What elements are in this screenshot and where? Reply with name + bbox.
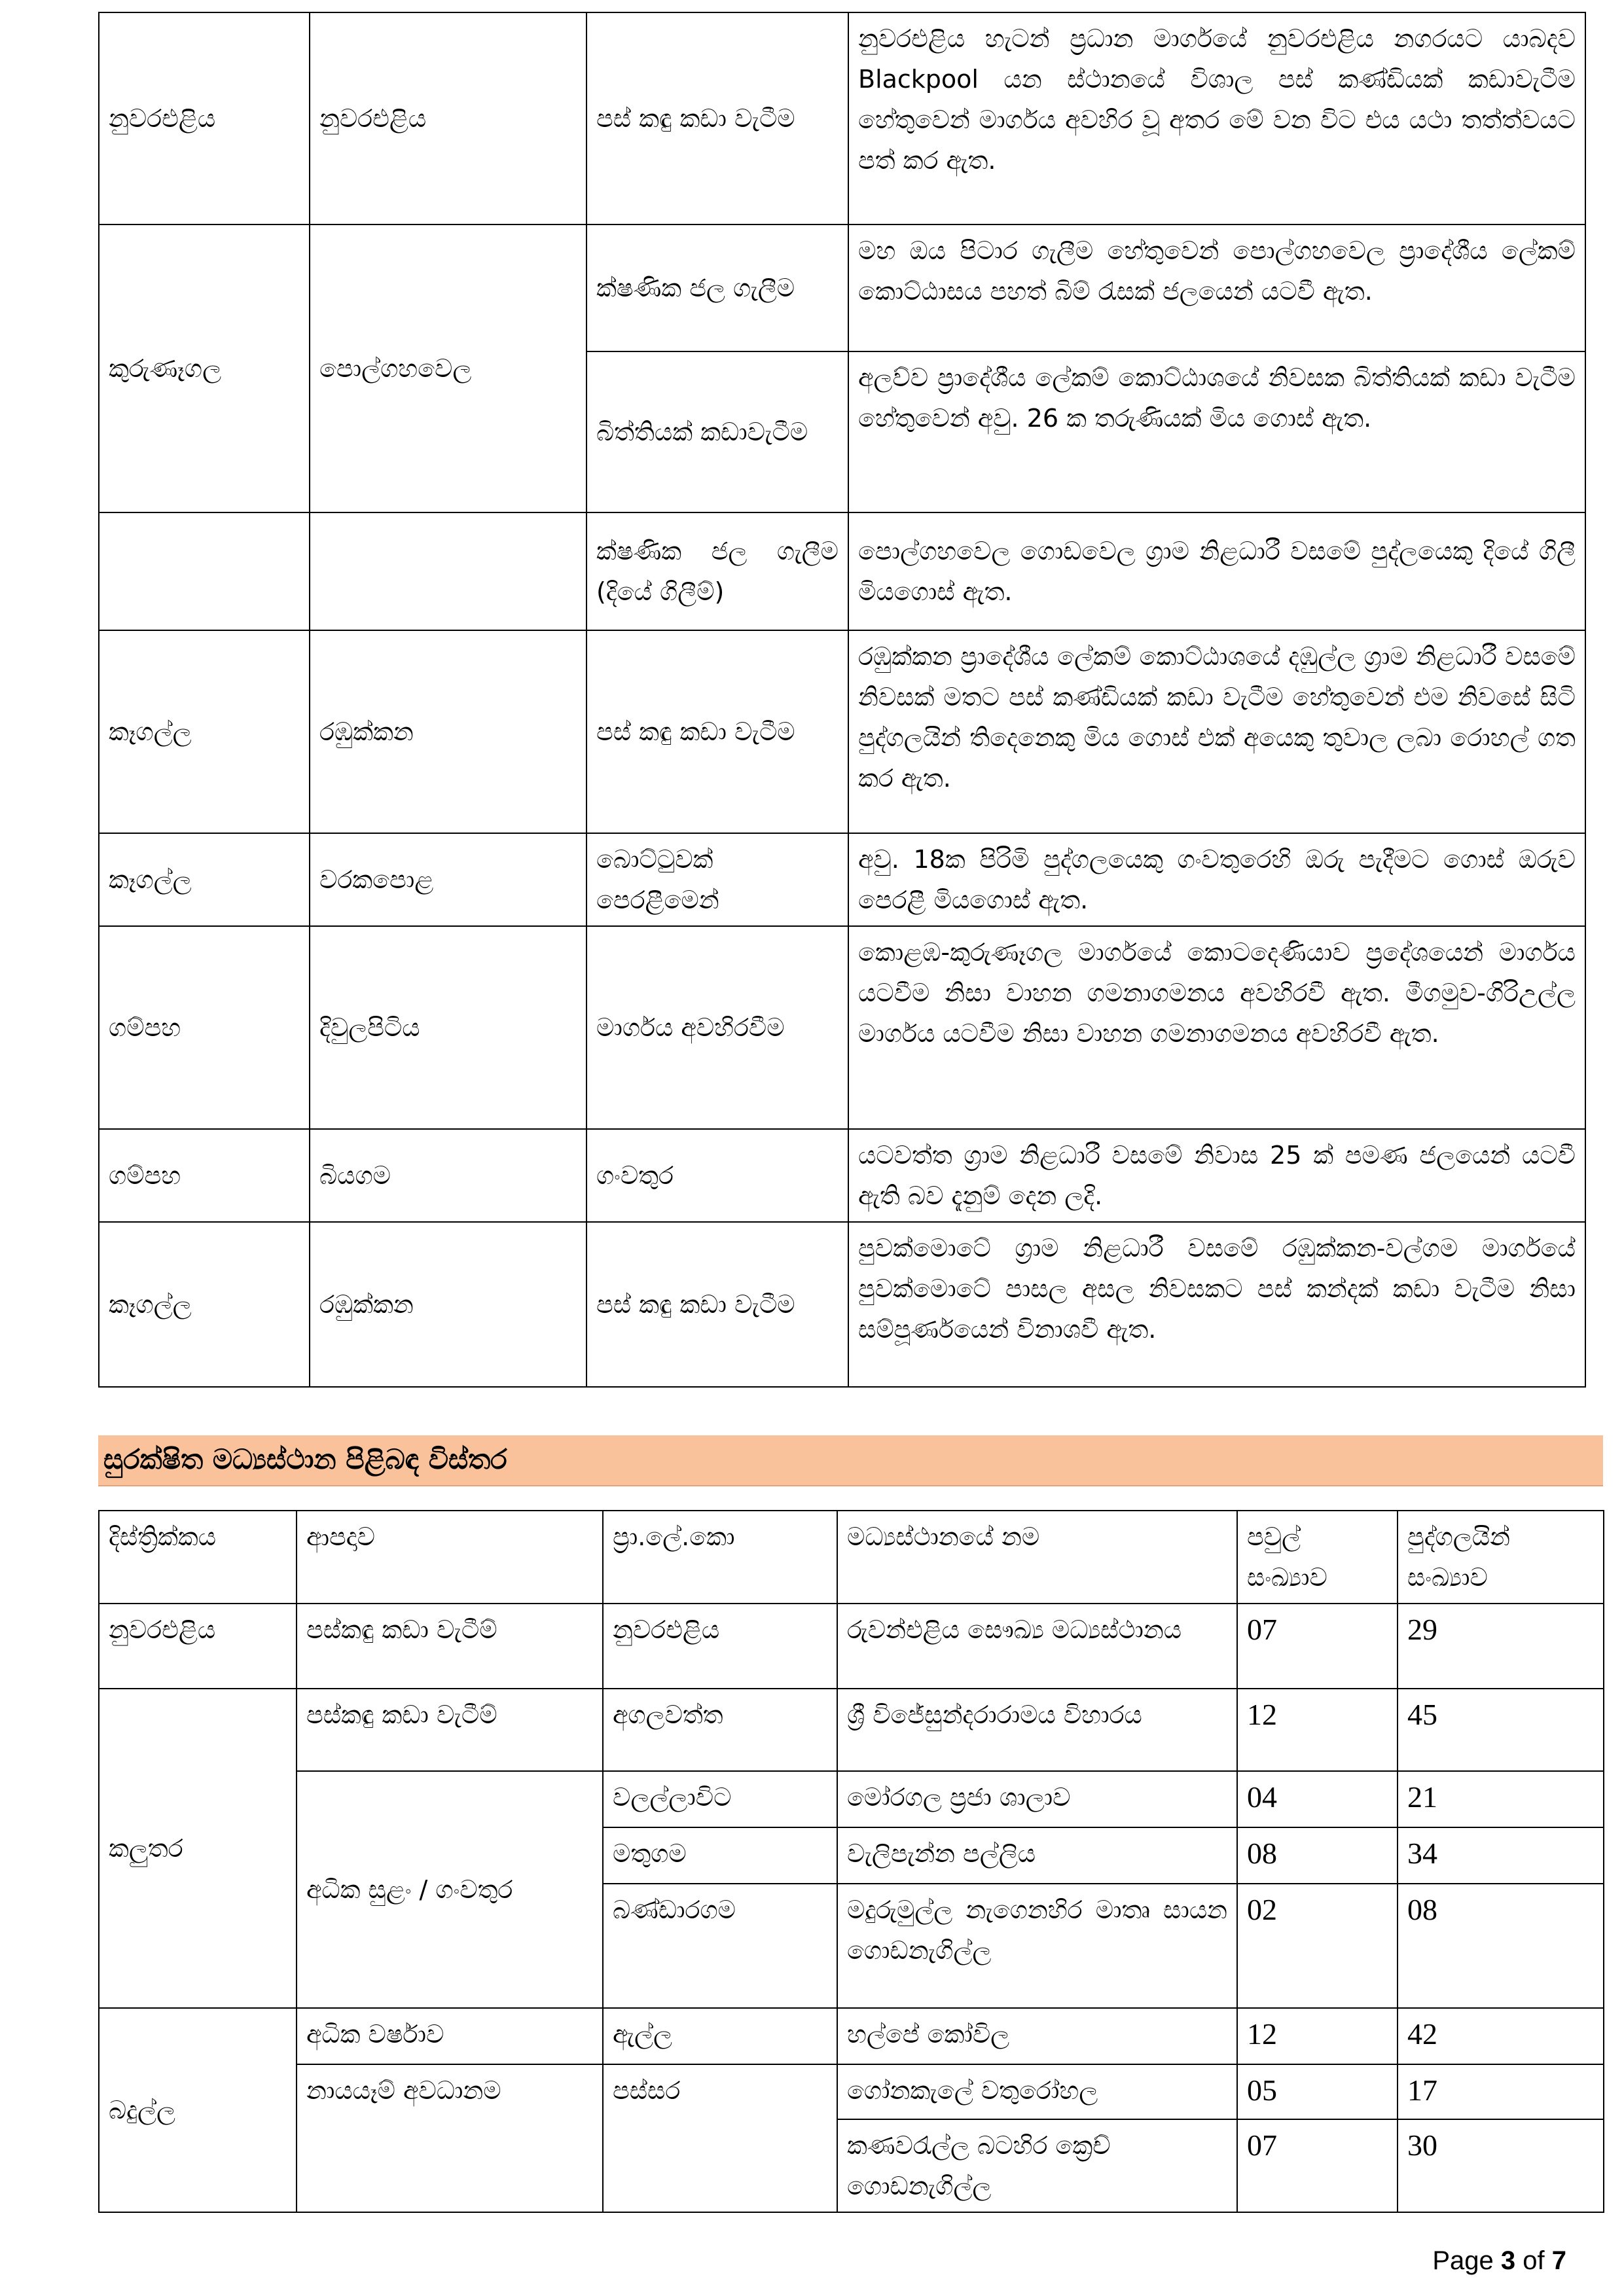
- table-row: [99, 1222, 1585, 1387]
- header-district: දිස්ත්‍රික්කය: [99, 1511, 297, 1604]
- section-heading: [98, 1435, 1603, 1486]
- incident-details-cell: මහ ඔය පිටාර ගැලීම හේතුවෙන් පොල්ගහවෙල ප්‍රාදේශීය ලේකම් කොට්ඨාසය පහත් බිම් රැසක් ජලයෙන් යටවී ඇත.: [848, 224, 1585, 351]
- district-cell: ගම්පහ: [99, 1129, 310, 1222]
- families-cell: 08: [1237, 1827, 1398, 1884]
- families-cell: 07: [1237, 1604, 1398, 1689]
- shelters-table: [98, 1510, 1604, 2213]
- incident-details-cell: පුවක්මොටේ ග්‍රාම නිළධාරී වසමේ රඹුක්කන-වල්ගම මාර්ගයේ පුවක්මොටේ පාසල අසල නිවසකට පස් කන්දක් කඩා වැටීම නිසා සම්පූර්ණයෙන් විනාශවී ඇත.: [848, 1222, 1585, 1387]
- table-row: [99, 833, 1585, 926]
- hazard-cell: පස්කඳු කඩා වැටීම්: [297, 1689, 603, 1771]
- division-cell: බියගම: [310, 1129, 586, 1222]
- division-cell: නුවරඑළිය: [603, 1604, 837, 1689]
- incident-type-cell: මාර්ගය අවහිරවීම: [586, 926, 848, 1129]
- families-cell: 12: [1237, 1689, 1398, 1771]
- families-cell: 07: [1237, 2119, 1398, 2212]
- persons-cell: 29: [1398, 1604, 1604, 1689]
- persons-cell: 08: [1398, 1884, 1604, 2008]
- section-heading-text: සුරක්ෂිත මධ්‍යස්ථාන පිළිබඳ විස්තර: [103, 1443, 507, 1475]
- families-cell: 12: [1237, 2008, 1398, 2064]
- division-cell: බණ්ඩාරගම: [603, 1884, 837, 2008]
- incident-type-cell: බොට්ටුවක් පෙරළීමෙන්: [586, 833, 848, 926]
- incident-type-cell: ක්ෂණික ජල ගැලීම (දියේ ගිලීම්): [586, 512, 848, 630]
- division-cell: පස්සර: [603, 2064, 837, 2212]
- header-hazard: ආපදාව: [297, 1511, 603, 1604]
- division-cell: දිවුලපිටිය: [310, 926, 586, 1129]
- incidents-table: [98, 12, 1586, 1388]
- hazard-cell: අධික වර්ෂාව: [297, 2008, 603, 2064]
- incident-details-cell: අලව්ව ප්‍රාදේශීය ලේකම් කොට්ඨාශයේ නිවසක බිත්තියක් කඩා වැටීම හේතුවෙන් අවු. 26 ක තරුණියක් මිය ගොස් ඇත.: [848, 351, 1585, 512]
- division-cell: මතුගම: [603, 1827, 837, 1884]
- incident-type-cell: ක්ෂණික ජල ගැලීම: [586, 224, 848, 351]
- persons-cell: 21: [1398, 1771, 1604, 1827]
- centre-cell: හල්පේ කෝවිල: [837, 2008, 1237, 2064]
- page-of-label: of: [1515, 2246, 1552, 2275]
- division-cell: නුවරඑළිය: [310, 12, 586, 224]
- district-cell: කෑගල්ල: [99, 1222, 310, 1387]
- district-cell: කලුතර: [99, 1689, 297, 2008]
- division-cell: රඹුක්කන: [310, 630, 586, 833]
- district-cell: නුවරඑළිය: [99, 12, 310, 224]
- table-row: [99, 1604, 1604, 1689]
- district-cell: කෑගල්ල: [99, 833, 310, 926]
- district-cell: බදුල්ල: [99, 2008, 297, 2212]
- page-number: [1432, 2246, 1566, 2276]
- division-cell: පොල්ගහවෙල: [310, 224, 586, 512]
- hazard-cell: නායයෑම් අවධානම: [297, 2064, 603, 2212]
- table-row: [99, 630, 1585, 833]
- centre-cell: රුවන්එළිය සෞඛ්‍ය මධ්‍යස්ථානය: [837, 1604, 1237, 1689]
- incident-type-cell: ගංවතුර: [586, 1129, 848, 1222]
- header-division: ප්‍රා.ලේ.කො: [603, 1511, 837, 1604]
- header-centre: මධ්‍යස්ථානයේ නම: [837, 1511, 1237, 1604]
- district-cell: [99, 512, 310, 630]
- table-header-row: [99, 1511, 1604, 1604]
- incident-details-cell: කොළඹ-කුරුණෑගල මාර්ගයේ කොටදෙණියාව ප්‍රදේශයෙන් මාර්ගය යටවීම නිසා වාහන ගමනාගමනය අවහිරවී ඇත. මීගමුව-ගිරිඋල්ල මාර්ගය යටවීම නිසා වාහන ගමනාගමනය අවහිරවී ඇත.: [848, 926, 1585, 1129]
- division-cell: වලල්ලාවිට: [603, 1771, 837, 1827]
- district-cell: කෑගල්ල: [99, 630, 310, 833]
- persons-cell: 42: [1398, 2008, 1604, 2064]
- current-page: 3: [1500, 2246, 1516, 2275]
- centre-cell: ශ්‍රී විජේසුන්දරාරාමය විහාරය: [837, 1689, 1237, 1771]
- table-row: [99, 2008, 1604, 2064]
- incident-details-cell: අවු. 18ක පිරිමි පුද්ගලයෙකු ගංවතුරෙහි ඔරු පැදීමට ගොස් ඔරුව පෙරළී මියගොස් ඇත.: [848, 833, 1585, 926]
- families-cell: 04: [1237, 1771, 1398, 1827]
- division-cell: වරකපොළ: [310, 833, 586, 926]
- district-cell: කුරුණෑගල: [99, 224, 310, 512]
- table-row: [99, 1771, 1604, 1827]
- centre-cell: කණවරැල්ල බටහිර ක්‍රෙච් ගොඩනැගිල්ල: [837, 2119, 1237, 2212]
- division-cell: අගලවත්ත: [603, 1689, 837, 1771]
- hazard-cell: අධික සුළං / ගංවතුර: [297, 1771, 603, 2008]
- header-persons: පුද්ගලයින් සංඛ්‍යාව: [1398, 1511, 1604, 1604]
- centre-cell: මෝරගල ප්‍රජා ශාලාව: [837, 1771, 1237, 1827]
- table-row: [99, 1129, 1585, 1222]
- incident-type-cell: බිත්තියක් කඩාවැටීම: [586, 351, 848, 512]
- incident-type-cell: පස් කඳු කඩා වැටීම: [586, 1222, 848, 1387]
- families-cell: 05: [1237, 2064, 1398, 2119]
- hazard-cell: පස්කඳු කඩා වැටීම්: [297, 1604, 603, 1689]
- persons-cell: 45: [1398, 1689, 1604, 1771]
- persons-cell: 30: [1398, 2119, 1604, 2212]
- persons-cell: 17: [1398, 2064, 1604, 2119]
- page-label: Page: [1432, 2246, 1501, 2275]
- centre-cell: වැලිපැන්න පල්ලිය: [837, 1827, 1237, 1884]
- division-cell: ඇල්ල: [603, 2008, 837, 2064]
- header-families: පවුල් සංඛ්‍යාව: [1237, 1511, 1398, 1604]
- total-pages: 7: [1551, 2246, 1566, 2275]
- centre-cell: මදුරුමුල්ල නැගෙනහිර මාතෘ සායන ගොඩනැගිල්ල: [837, 1884, 1237, 2008]
- division-cell: රඹුක්කන: [310, 1222, 586, 1387]
- district-cell: ගම්පහ: [99, 926, 310, 1129]
- table-row: [99, 1689, 1604, 1771]
- table-row: [99, 926, 1585, 1129]
- incident-details-cell: නුවරඑළිය හැටන් ප්‍රධාන මාර්ගයේ නුවරඑළිය නගරයට යාබදව Blackpool යන ස්ථානයේ විශාල පස් කණ්ඩියක් කඩාවැටීම හේතුවෙන් මාර්ගය අවහිර වූ අතර මේ වන විට එය යථා තත්ත්වයට පත් කර ඇත.: [848, 12, 1585, 224]
- district-cell: නුවරඑළිය: [99, 1604, 297, 1689]
- incident-details-cell: පොල්ගහවෙල ගොඩවෙල ග්‍රාම නිළධාරී වසමේ පුද්ලයෙකු දියේ ගිලී මියගොස් ඇත.: [848, 512, 1585, 630]
- table-row: [99, 224, 1585, 351]
- incident-details-cell: යටවත්ත ග්‍රාම නිළධාරී වසමේ නිවාස 25 ක් පමණ ජලයෙන් යටවී ඇති බව දැනුම් දෙන ලදි.: [848, 1129, 1585, 1222]
- table-row: [99, 2064, 1604, 2119]
- incident-type-cell: පස් කඳු කඩා වැටීම: [586, 630, 848, 833]
- persons-cell: 34: [1398, 1827, 1604, 1884]
- families-cell: 02: [1237, 1884, 1398, 2008]
- centre-cell: ගෝනකැලේ වතුරෝහල: [837, 2064, 1237, 2119]
- incident-type-cell: පස් කඳු කඩා වැටීම: [586, 12, 848, 224]
- table-row: [99, 12, 1585, 224]
- division-cell: [310, 512, 586, 630]
- table-row: [99, 512, 1585, 630]
- incident-details-cell: රඹුක්කන ප්‍රාදේශීය ලේකම් කොට්ඨාශයේ දඹුල්ල ග්‍රාම නිළධාරී වසමේ නිවසක් මතට පස් කණ්ඩියක් කඩා වැටීම හේතුවෙන් එම නිවසේ සිටි පුද්ගලයින් තිදෙනෙකු මිය ගොස් එක් අයෙකු තුවාල ලබා රොහල් ගත කර ඇත.: [848, 630, 1585, 833]
